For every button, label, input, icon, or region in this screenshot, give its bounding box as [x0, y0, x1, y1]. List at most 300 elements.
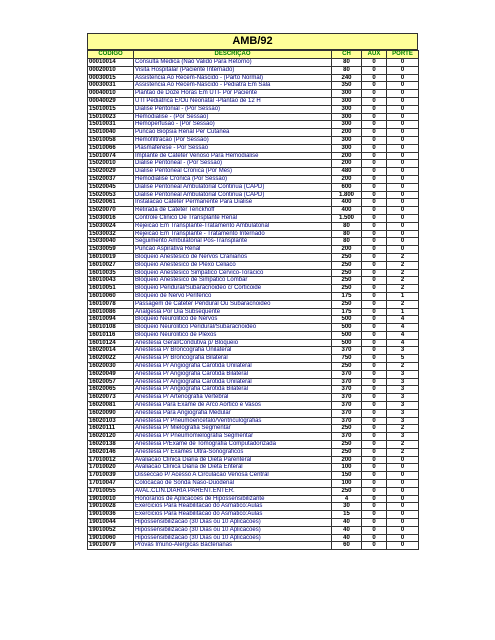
cell-descricao: Anestesia P/ Broncografia Bilateral [134, 355, 332, 363]
cell-porte: 2 [387, 441, 419, 449]
cell-ch: 250 [332, 363, 362, 371]
cell-ch: 100 [332, 480, 362, 488]
header-codigo: CODIGO [88, 51, 134, 59]
cell-ch: 370 [332, 378, 362, 386]
cell-porte: 0 [387, 472, 419, 480]
cell-codigo: 16010078 [88, 300, 134, 308]
cell-codigo: 16020014 [88, 347, 134, 355]
cell-descricao: Analgesia Por Dia Subsequente [134, 308, 332, 316]
cell-porte: 0 [387, 168, 419, 176]
cell-aux: 0 [362, 222, 387, 230]
table-row [88, 511, 419, 519]
cell-porte: 0 [387, 121, 419, 129]
cell-ch: 175 [332, 308, 362, 316]
cell-descricao: Exercicios Para Reabilitacao do Asmatico:Aulas [134, 511, 332, 519]
cell-codigo: 00040029 [88, 97, 134, 105]
cell-aux: 0 [362, 292, 387, 300]
cell-aux: 0 [362, 168, 387, 176]
cell-porte: 0 [387, 526, 419, 534]
cell-aux: 0 [362, 238, 387, 246]
cell-aux: 0 [362, 324, 387, 332]
cell-porte: 0 [387, 246, 419, 254]
cell-codigo: 15010066 [88, 144, 134, 152]
table-row [88, 324, 419, 332]
cell-codigo: 17010047 [88, 480, 134, 488]
table-row [88, 292, 419, 300]
cell-codigo: 16020057 [88, 378, 134, 386]
procedure-table [87, 50, 419, 550]
cell-ch: 30 [332, 503, 362, 511]
cell-codigo: 16020138 [88, 441, 134, 449]
cell-ch: 400 [332, 199, 362, 207]
cell-ch: 80 [332, 59, 362, 67]
cell-porte: 5 [387, 355, 419, 363]
cell-descricao: Bloqueio Peridural/Subaracnoideo c/ Corticoide [134, 285, 332, 293]
cell-aux: 0 [362, 277, 387, 285]
cell-codigo: 19010060 [88, 534, 134, 542]
cell-descricao: Dialise Peritonial - (Por Sessao) [134, 105, 332, 113]
table-row [88, 394, 419, 402]
cell-ch: 80 [332, 66, 362, 74]
cell-aux: 0 [362, 480, 387, 488]
cell-ch: 80 [332, 222, 362, 230]
cell-codigo: 00030031 [88, 82, 134, 90]
cell-aux: 0 [362, 191, 387, 199]
cell-porte: 1 [387, 292, 419, 300]
cell-descricao: Anestesia Para Exame de Arco Aortico e Vasos [134, 402, 332, 410]
cell-ch: 370 [332, 394, 362, 402]
cell-descricao: Bloqueio Neurolitico de Plexos [134, 331, 332, 339]
cell-descricao: Hemodialise Cronica (Por Sessao) [134, 175, 332, 183]
cell-codigo: 16020120 [88, 433, 134, 441]
cell-codigo: 16020030 [88, 363, 134, 371]
cell-ch: 300 [332, 105, 362, 113]
header-aux: AUX [362, 51, 387, 59]
cell-aux: 0 [362, 97, 387, 105]
cell-porte: 2 [387, 425, 419, 433]
cell-porte: 0 [387, 160, 419, 168]
cell-descricao: Plasmaferese - Por Sessao [134, 144, 332, 152]
cell-porte: 0 [387, 487, 419, 495]
table-row [88, 82, 419, 90]
cell-ch: 370 [332, 433, 362, 441]
cell-codigo: 19010028 [88, 503, 134, 511]
cell-ch: 200 [332, 246, 362, 254]
cell-codigo: 15020037 [88, 175, 134, 183]
cell-aux: 0 [362, 534, 387, 542]
cell-ch: 250 [332, 487, 362, 495]
cell-ch: 4 [332, 495, 362, 503]
cell-codigo: 15020045 [88, 183, 134, 191]
cell-aux: 0 [362, 300, 387, 308]
cell-descricao: Anestesia P/ Broncografia Unilateral [134, 347, 332, 355]
cell-descricao: Anestesia P/ Mielografia Segmentar [134, 425, 332, 433]
cell-codigo: 15010031 [88, 121, 134, 129]
header-porte: PORTE [387, 51, 419, 59]
cell-ch: 300 [332, 136, 362, 144]
cell-aux: 0 [362, 230, 387, 238]
cell-aux: 0 [362, 511, 387, 519]
cell-descricao: Dialise Peritoneal Cronica (Por Mes) [134, 168, 332, 176]
cell-aux: 0 [362, 105, 387, 113]
cell-aux: 0 [362, 503, 387, 511]
cell-codigo: 16010060 [88, 292, 134, 300]
cell-aux: 0 [362, 199, 387, 207]
cell-descricao: Hemofiltracao (Por Sessao) [134, 136, 332, 144]
cell-aux: 0 [362, 144, 387, 152]
cell-aux: 0 [362, 448, 387, 456]
cell-ch: 80 [332, 230, 362, 238]
cell-descricao: Hemoperfusao - (Por Sessao) [134, 121, 332, 129]
cell-porte: 3 [387, 417, 419, 425]
cell-ch: 370 [332, 370, 362, 378]
table-row [88, 246, 419, 254]
cell-aux: 0 [362, 339, 387, 347]
cell-porte: 0 [387, 207, 419, 215]
cell-ch: 200 [332, 152, 362, 160]
cell-codigo: 16010019 [88, 253, 134, 261]
cell-descricao: Visita Hospitalar (Paciente Internado) [134, 66, 332, 74]
cell-aux: 0 [362, 285, 387, 293]
cell-porte: 0 [387, 82, 419, 90]
cell-descricao: Bloqueio Anestesico Simpatico Cervico-Toracico [134, 269, 332, 277]
table-row [88, 183, 419, 191]
cell-codigo: 17010020 [88, 464, 134, 472]
cell-descricao: Bloqueio de Nervo Periferico [134, 292, 332, 300]
table-row [88, 59, 419, 67]
cell-porte: 0 [387, 542, 419, 550]
cell-ch: 370 [332, 402, 362, 410]
table-row [88, 472, 419, 480]
cell-porte: 0 [387, 480, 419, 488]
cell-codigo: 15030024 [88, 222, 134, 230]
cell-ch: 250 [332, 277, 362, 285]
cell-descricao: Bloqueio Anestesico de Nervos Cranianos [134, 253, 332, 261]
cell-aux: 0 [362, 269, 387, 277]
table-row [88, 526, 419, 534]
cell-codigo: 16020073 [88, 394, 134, 402]
cell-descricao: Retirada de Cateter Tenckhoff [134, 207, 332, 215]
cell-porte: 3 [387, 394, 419, 402]
cell-porte: 0 [387, 199, 419, 207]
table-row [88, 168, 419, 176]
cell-aux: 0 [362, 370, 387, 378]
cell-ch: 240 [332, 74, 362, 82]
cell-ch: 100 [332, 464, 362, 472]
cell-porte: 0 [387, 222, 419, 230]
table-row [88, 97, 419, 105]
cell-porte: 3 [387, 402, 419, 410]
cell-ch: 500 [332, 316, 362, 324]
cell-porte: 0 [387, 129, 419, 137]
cell-codigo: 15010058 [88, 136, 134, 144]
cell-descricao: Seguimento Ambulatorial Pos-Transplante [134, 238, 332, 246]
cell-aux: 0 [362, 386, 387, 394]
cell-aux: 0 [362, 261, 387, 269]
cell-codigo: 16010124 [88, 339, 134, 347]
table-row [88, 386, 419, 394]
cell-porte: 0 [387, 113, 419, 121]
cell-aux: 0 [362, 331, 387, 339]
cell-codigo: 16020146 [88, 448, 134, 456]
cell-descricao: Anestesia P/ Angiografia Carotida Unilateral [134, 363, 332, 371]
cell-codigo: 00040010 [88, 90, 134, 98]
cell-codigo: 16010051 [88, 285, 134, 293]
cell-aux: 0 [362, 402, 387, 410]
table-row [88, 316, 419, 324]
cell-ch: 370 [332, 409, 362, 417]
cell-aux: 0 [362, 66, 387, 74]
cell-codigo: 00020010 [88, 66, 134, 74]
table-row [88, 441, 419, 449]
cell-ch: 200 [332, 175, 362, 183]
cell-aux: 0 [362, 121, 387, 129]
cell-porte: 2 [387, 253, 419, 261]
cell-porte: 0 [387, 230, 419, 238]
cell-codigo: 16020049 [88, 370, 134, 378]
cell-porte: 4 [387, 331, 419, 339]
cell-codigo: 00010014 [88, 59, 134, 67]
table-row [88, 222, 419, 230]
cell-porte: 2 [387, 285, 419, 293]
cell-aux: 0 [362, 308, 387, 316]
cell-descricao: Hemodialise - (Por Sessao) [134, 113, 332, 121]
cell-porte: 2 [387, 277, 419, 285]
cell-codigo: 16020090 [88, 409, 134, 417]
cell-porte: 0 [387, 175, 419, 183]
cell-ch: 250 [332, 253, 362, 261]
cell-porte: 3 [387, 386, 419, 394]
cell-ch: 300 [332, 144, 362, 152]
cell-codigo: 16010108 [88, 324, 134, 332]
cell-codigo: 16010086 [88, 308, 134, 316]
cell-ch: 175 [332, 292, 362, 300]
cell-porte: 2 [387, 300, 419, 308]
cell-descricao: Bloqueio Anestesico de Simpatico Lombar [134, 277, 332, 285]
cell-codigo: 19010079 [88, 542, 134, 550]
cell-codigo: 16010043 [88, 277, 134, 285]
table-row [88, 136, 419, 144]
cell-descricao: Disseccao P/ Acesso A Circulacao Venosa Central [134, 472, 332, 480]
cell-descricao: Anestesia P/ Exames Ultra-Sonograficos [134, 448, 332, 456]
cell-descricao: Plantao de Doze Horas Em UTI- Por Paciente [134, 90, 332, 98]
cell-codigo: 15020053 [88, 191, 134, 199]
cell-codigo: 15030016 [88, 214, 134, 222]
table-row [88, 519, 419, 527]
cell-descricao: Anestesia P/Exame de Tomografia Computadorizada [134, 441, 332, 449]
cell-aux: 0 [362, 495, 387, 503]
table-row [88, 277, 419, 285]
cell-aux: 0 [362, 487, 387, 495]
table-row [88, 105, 419, 113]
cell-ch: 80 [332, 238, 362, 246]
cell-ch: 300 [332, 113, 362, 121]
cell-porte: 4 [387, 324, 419, 332]
cell-porte: 3 [387, 409, 419, 417]
cell-descricao: Exercicios Para Reabilitacao do Asmatico:Aulas [134, 503, 332, 511]
cell-aux: 0 [362, 378, 387, 386]
cell-aux: 0 [362, 214, 387, 222]
cell-descricao: Provas Imuno-Alergicas Bacterianas [134, 542, 332, 550]
cell-codigo: 16010027 [88, 261, 134, 269]
cell-descricao: Consulta Medica (Nao Valido Para Retorno) [134, 59, 332, 67]
table-row [88, 378, 419, 386]
cell-descricao: UTI Pediatrica E/Ou Neonatal -Plantao de 12 H [134, 97, 332, 105]
cell-descricao: Anestesia P/ Pneumoencefalo/Ventriculografias [134, 417, 332, 425]
cell-porte: 0 [387, 183, 419, 191]
cell-porte: 0 [387, 238, 419, 246]
table-row [88, 121, 419, 129]
cell-codigo: 19010036 [88, 511, 134, 519]
cell-porte: 0 [387, 90, 419, 98]
cell-descricao: Puncao Aspirativa Renal [134, 246, 332, 254]
cell-porte: 0 [387, 136, 419, 144]
cell-aux: 0 [362, 152, 387, 160]
table-row [88, 503, 419, 511]
table-row [88, 160, 419, 168]
cell-descricao: Avaliacao Clinica Diaria de Dieta Enteral [134, 464, 332, 472]
cell-ch: 150 [332, 472, 362, 480]
cell-ch: 300 [332, 90, 362, 98]
cell-codigo: 16010035 [88, 269, 134, 277]
cell-descricao: Hipossensibilizacao (30 Dias ou 10 Aplicacoes) [134, 534, 332, 542]
table-row [88, 191, 419, 199]
table-row [88, 152, 419, 160]
cell-porte: 3 [387, 378, 419, 386]
cell-ch: 250 [332, 269, 362, 277]
cell-aux: 0 [362, 175, 387, 183]
cell-aux: 0 [362, 433, 387, 441]
cell-codigo: 16020111 [88, 425, 134, 433]
cell-descricao: Hipossensibilizacao (30 Dias ou 10 Aplicacoes) [134, 526, 332, 534]
table-row [88, 90, 419, 98]
cell-ch: 250 [332, 425, 362, 433]
table-row [88, 285, 419, 293]
cell-codigo: 15030032 [88, 230, 134, 238]
cell-porte: 0 [387, 464, 419, 472]
cell-porte: 0 [387, 152, 419, 160]
cell-descricao: Avaliacao Clinica Diaria de Dieta Parenteral [134, 456, 332, 464]
cell-descricao: Dialise Peritoneal Ambulatorial Continua (CAPD) [134, 183, 332, 191]
cell-codigo: 19010010 [88, 495, 134, 503]
table-row [88, 542, 419, 550]
cell-aux: 0 [362, 82, 387, 90]
cell-porte: 0 [387, 66, 419, 74]
cell-aux: 0 [362, 456, 387, 464]
cell-ch: 40 [332, 526, 362, 534]
cell-ch: 400 [332, 207, 362, 215]
cell-ch: 370 [332, 386, 362, 394]
cell-descricao: Rejeicao Em Transplante-Tratamento Ambulatorial [134, 222, 332, 230]
table-row [88, 238, 419, 246]
table-row [88, 113, 419, 121]
cell-aux: 0 [362, 253, 387, 261]
cell-codigo: 17010055 [88, 487, 134, 495]
cell-ch: 500 [332, 339, 362, 347]
cell-porte: 3 [387, 370, 419, 378]
cell-ch: 750 [332, 355, 362, 363]
cell-descricao: Assistencia Ao Recem-Nascido - (Parto Normal) [134, 74, 332, 82]
table-row [88, 74, 419, 82]
cell-codigo: 15020061 [88, 199, 134, 207]
table-title: AMB/92 [87, 33, 418, 50]
cell-descricao: Anestesia P/ Arteriografia Vertebral [134, 394, 332, 402]
cell-aux: 0 [362, 355, 387, 363]
cell-ch: 250 [332, 285, 362, 293]
cell-porte: 0 [387, 144, 419, 152]
cell-codigo: 16010094 [88, 316, 134, 324]
cell-ch: 200 [332, 129, 362, 137]
cell-aux: 0 [362, 464, 387, 472]
table-row [88, 495, 419, 503]
cell-porte: 4 [387, 316, 419, 324]
cell-codigo: 17010012 [88, 456, 134, 464]
cell-ch: 40 [332, 519, 362, 527]
table-row [88, 300, 419, 308]
table-row [88, 355, 419, 363]
cell-codigo: 15030040 [88, 238, 134, 246]
cell-porte: 0 [387, 534, 419, 542]
cell-porte: 0 [387, 97, 419, 105]
cell-ch: 40 [332, 534, 362, 542]
cell-descricao: Instalacao Cateter Permanente Para Dialise [134, 199, 332, 207]
cell-aux: 0 [362, 472, 387, 480]
cell-descricao: Passagem de Cateter Peridural Ou Subaracnoideo [134, 300, 332, 308]
cell-aux: 0 [362, 74, 387, 82]
table-row [88, 480, 419, 488]
cell-descricao: Anestesia Para Angiografia Medular [134, 409, 332, 417]
table-row [88, 261, 419, 269]
cell-descricao: Hipossensibilizacao (30 Dias ou 10 Aplicacoes) [134, 519, 332, 527]
header-ch: CH [332, 51, 362, 59]
cell-ch: 250 [332, 261, 362, 269]
cell-aux: 0 [362, 409, 387, 417]
cell-aux: 0 [362, 441, 387, 449]
cell-porte: 0 [387, 519, 419, 527]
cell-descricao: Dialise Peritoneal Ambulatorial Continua (CAPD) [134, 191, 332, 199]
cell-ch: 300 [332, 97, 362, 105]
table-row [88, 417, 419, 425]
cell-porte: 3 [387, 347, 419, 355]
table-row [88, 207, 419, 215]
cell-aux: 0 [362, 425, 387, 433]
cell-ch: 300 [332, 121, 362, 129]
cell-codigo: 16020081 [88, 402, 134, 410]
cell-porte: 0 [387, 503, 419, 511]
cell-codigo: 15030059 [88, 246, 134, 254]
cell-codigo: 19010052 [88, 526, 134, 534]
cell-porte: 0 [387, 214, 419, 222]
cell-porte: 0 [387, 511, 419, 519]
cell-porte: 2 [387, 261, 419, 269]
cell-ch: 350 [332, 82, 362, 90]
cell-porte: 2 [387, 448, 419, 456]
cell-ch: 250 [332, 448, 362, 456]
cell-descricao: Implante de Cateter Venoso Para Hemodialise [134, 152, 332, 160]
cell-aux: 0 [362, 90, 387, 98]
cell-aux: 0 [362, 417, 387, 425]
cell-codigo: 15010015 [88, 105, 134, 113]
cell-porte: 0 [387, 59, 419, 67]
table-row [88, 487, 419, 495]
cell-aux: 0 [362, 136, 387, 144]
table-row [88, 456, 419, 464]
cell-descricao: Colocacao de Sonda Naso-Duodenal [134, 480, 332, 488]
cell-ch: 500 [332, 324, 362, 332]
cell-descricao: Anestesia P/ Angiografia Carotida Bilateral [134, 370, 332, 378]
table-row [88, 363, 419, 371]
table-row [88, 331, 419, 339]
